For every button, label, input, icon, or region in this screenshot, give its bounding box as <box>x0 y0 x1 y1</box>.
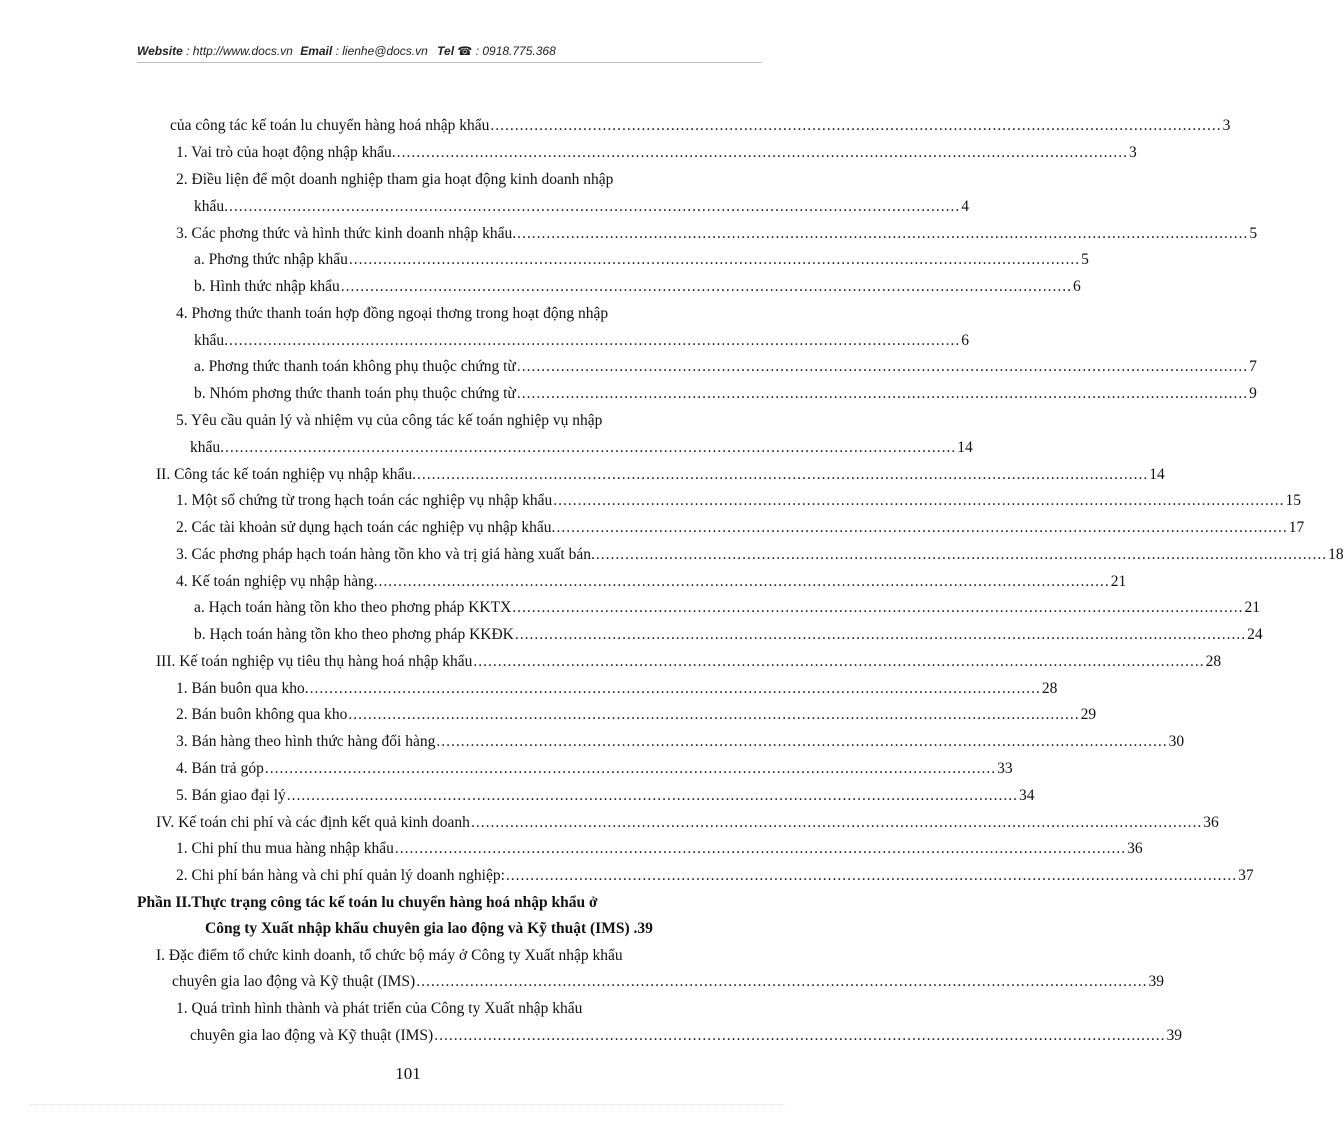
phone-icon: ☎ <box>457 44 473 58</box>
toc-leader: ...................................................................................................................................................... <box>229 332 961 349</box>
toc-entry-text: khẩu. <box>190 439 225 456</box>
toc-entry-text: a. Hạch toán hàng tồn kho theo phơng pháp KKTX <box>194 599 512 616</box>
website-label: Website <box>137 44 183 58</box>
toc-entry <box>156 946 755 966</box>
page-number: 101 <box>395 1064 421 1083</box>
email-value: : lienhe@docs.vn <box>335 44 428 58</box>
toc-leader: ...................................................................................................................................................... <box>595 546 1328 563</box>
toc-leader: ...................................................................................................................................................... <box>416 973 1148 990</box>
toc-entry <box>176 143 1137 163</box>
tel-label: Tel <box>437 44 455 58</box>
toc-entry-page: 30 <box>1168 733 1185 750</box>
toc-entry <box>194 598 1261 618</box>
toc-leader: ...................................................................................................................................................... <box>417 466 1149 483</box>
toc-entry-text: a. Phơng thức thanh toán không phụ thuộc chứng từ <box>194 358 516 375</box>
toc-entry-text: IV. Kế toán chi phí và các định kết quả kinh doanh <box>156 814 470 831</box>
toc-entry <box>194 277 1081 297</box>
toc-entry <box>194 197 970 217</box>
toc-part-heading <box>137 893 755 913</box>
toc-entry-text: Phần II.Thực trạng công tác kế toán lu chuyển hàng hoá nhập khẩu ở <box>137 894 598 911</box>
toc-entry-text: khẩu. <box>194 198 229 215</box>
toc-entry-page: 24 <box>1247 626 1263 643</box>
toc-entry <box>176 732 1185 752</box>
toc-entry-page: 36 <box>1127 840 1143 857</box>
toc-entry-text: b. Hạch toán hàng tồn kho theo phơng pháp KKĐK <box>194 626 514 643</box>
toc-entry-text: I. Đặc điểm tổ chức kinh doanh, tổ chức bộ máy ở Công ty Xuất nhập khẩu <box>156 947 623 964</box>
toc-entry-page: 3 <box>1128 144 1137 161</box>
toc-leader: ...................................................................................................................................................... <box>225 439 957 456</box>
toc-entry-text: của công tác kế toán lu chuyển hàng hoá nhập khẩu <box>170 117 490 134</box>
toc-entry-page: 6 <box>1072 278 1081 295</box>
toc-entry-page: 15 <box>1285 492 1301 509</box>
toc-entry-page: 18 <box>1328 546 1344 563</box>
toc-leader: ...................................................................................................................................................... <box>396 144 1128 161</box>
toc-entry <box>190 1026 1182 1046</box>
toc-leader: ...................................................................................................................................................... <box>348 706 1080 723</box>
toc-entry-page: 5 <box>1249 225 1258 242</box>
toc-entry <box>172 972 1164 992</box>
toc-entry <box>176 786 1035 806</box>
toc-entry <box>194 331 970 351</box>
toc-entry-text: Công ty Xuất nhập khẩu chuyên gia lao động và Kỹ thuật (IMS) . <box>205 920 638 937</box>
toc-entry <box>176 545 1344 565</box>
toc-entry-text: 1. Một số chứng từ trong hạch toán các nghiệp vụ nhập khẩu <box>176 492 553 509</box>
toc-leader: ...................................................................................................................................................... <box>378 573 1110 590</box>
toc-entry-text: 5. Bán giao đại lý <box>176 787 286 804</box>
toc-entry-text: 3. Các phơng thức và hình thức kinh doanh nhập khẩu. <box>176 225 517 242</box>
toc-entry-text: khẩu. <box>194 332 229 349</box>
toc-leader: ...................................................................................................................................................... <box>512 599 1244 616</box>
tel-value: : 0918.775.368 <box>475 44 556 58</box>
toc-entry-text: II. Công tác kế toán nghiệp vụ nhập khẩu. <box>156 466 416 483</box>
toc-entry <box>176 839 1143 859</box>
toc-entry-text: 4. Bán trả góp <box>176 760 264 777</box>
toc-entry-text: 2. Điều liện để một doanh nghiệp tham gia hoạt động kinh doanh nhập <box>176 171 614 188</box>
toc-entry-page: 39 <box>637 920 653 937</box>
toc-entry <box>176 170 755 190</box>
bottom-divider <box>30 1104 786 1105</box>
toc-entry <box>176 705 1097 725</box>
toc-entry-text: III. Kế toán nghiệp vụ tiêu thụ hàng hoá nhập khẩu <box>156 653 473 670</box>
toc-leader: ...................................................................................................................................................... <box>516 358 1249 375</box>
toc-entry <box>176 999 755 1019</box>
toc-part-heading <box>205 919 755 939</box>
toc-entry <box>176 224 1258 244</box>
toc-entry <box>176 679 1058 699</box>
toc-entry-text: chuyên gia lao động và Kỹ thuật (IMS) <box>190 1027 434 1044</box>
toc-entry-page: 29 <box>1080 706 1097 723</box>
toc-entry-text: a. Phơng thức nhập khẩu <box>194 251 348 268</box>
toc-entry-text: 1. Vai trò của hoạt động nhập khẩu. <box>176 144 396 161</box>
toc-leader: ...................................................................................................................................................... <box>473 653 1205 670</box>
toc-entry-page: 39 <box>1148 973 1164 990</box>
toc-entry <box>176 866 1254 886</box>
toc-entry <box>176 759 1013 779</box>
toc-entry-page: 21 <box>1244 599 1261 616</box>
toc-entry-page: 5 <box>1081 251 1089 268</box>
toc-entry-text: 2. Bán buôn không qua kho <box>176 706 348 723</box>
toc-entry <box>176 518 1305 538</box>
toc-entry-page: 33 <box>997 760 1013 777</box>
toc-leader: ...................................................................................................................................................... <box>229 198 961 215</box>
toc-entry <box>194 250 1089 270</box>
email-label: Email <box>300 44 333 58</box>
toc-entry-page: 7 <box>1249 358 1257 375</box>
toc-entry-page: 21 <box>1110 573 1127 590</box>
toc-leader: ...................................................................................................................................................... <box>470 814 1203 831</box>
toc-entry <box>194 384 1257 404</box>
toc-leader: ...................................................................................................................................................... <box>490 117 1222 134</box>
toc-leader: ...................................................................................................................................................... <box>556 519 1288 536</box>
toc-entry-page: 6 <box>961 332 970 349</box>
toc-entry-page: 14 <box>957 439 973 456</box>
toc-entry <box>156 652 1222 672</box>
toc-entry-text: b. Hình thức nhập khẩu <box>194 278 340 295</box>
toc-entry-text: 2. Chi phí bán hàng và chi phí quản lý doanh nghiệp: <box>176 867 505 884</box>
toc-entry <box>194 357 1257 377</box>
toc-leader: ...................................................................................................................................................... <box>394 840 1127 857</box>
website-value: : http://www.docs.vn <box>186 44 293 58</box>
toc-entry <box>176 491 1301 511</box>
toc-entry <box>170 116 1231 136</box>
toc-entry-page: 9 <box>1249 385 1257 402</box>
toc-entry <box>194 625 1263 645</box>
toc-leader: ...................................................................................................................................................... <box>516 385 1249 402</box>
toc-entry-text: 1. Bán buôn qua kho. <box>176 680 309 697</box>
toc-leader: ...................................................................................................................................................... <box>286 787 1019 804</box>
toc-leader: ...................................................................................................................................................... <box>517 225 1249 242</box>
toc-entry-page: 3 <box>1222 117 1231 134</box>
toc-entry <box>156 465 1165 485</box>
toc-entry-page: 36 <box>1203 814 1219 831</box>
toc-entry-text: 4. Phơng thức thanh toán hợp đồng ngoại thơng trong hoạt động nhập <box>176 305 609 322</box>
toc-leader: ...................................................................................................................................................... <box>264 760 997 777</box>
toc-entry-page: 39 <box>1166 1027 1182 1044</box>
toc-leader: ...................................................................................................................................................... <box>553 492 1285 509</box>
toc-entry <box>176 304 755 324</box>
toc-leader: ...................................................................................................................................................... <box>340 278 1072 295</box>
toc-entry-text: 4. Kế toán nghiệp vụ nhập hàng. <box>176 573 378 590</box>
toc-leader: ...................................................................................................................................................... <box>434 1027 1166 1044</box>
toc-entry-text: 5. Yêu cầu quản lý và nhiệm vụ của công tác kế toán nghiệp vụ nhập <box>176 412 603 429</box>
toc-entry-text: 3. Bán hàng theo hình thức hàng đổi hàng <box>176 733 436 750</box>
toc-entry-page: 28 <box>1205 653 1222 670</box>
toc-leader: ...................................................................................................................................................... <box>436 733 1168 750</box>
toc-entry-text: 1. Chi phí thu mua hàng nhập khẩu <box>176 840 394 857</box>
toc-entry-text: 2. Các tài khoản sử dụng hạch toán các nghiệp vụ nhập khẩu. <box>176 519 556 536</box>
toc-entry-text: chuyên gia lao động và Kỹ thuật (IMS) <box>172 973 416 990</box>
toc-entry <box>176 411 755 431</box>
toc-entry <box>190 438 973 458</box>
toc-entry-page: 17 <box>1288 519 1305 536</box>
toc-entry-page: 28 <box>1041 680 1058 697</box>
toc-leader: ...................................................................................................................................................... <box>348 251 1081 268</box>
toc-entry-page: 34 <box>1019 787 1035 804</box>
toc-entry-text: 1. Quá trình hình thành và phát triển của Công ty Xuất nhập khẩu <box>176 1000 583 1017</box>
toc-entry-page: 37 <box>1238 867 1254 884</box>
toc-entry-text: 3. Các phơng pháp hạch toán hàng tồn kho và trị giá hàng xuất bán. <box>176 546 595 563</box>
toc-entry <box>176 572 1127 592</box>
toc-leader: ...................................................................................................................................................... <box>514 626 1247 643</box>
toc-entry-page: 4 <box>961 198 970 215</box>
toc-entry <box>156 813 1219 833</box>
toc-entry-text: b. Nhóm phơng thức thanh toán phụ thuộc chứng từ <box>194 385 516 402</box>
toc-leader: ...................................................................................................................................................... <box>505 867 1238 884</box>
toc-entry-page: 14 <box>1149 466 1165 483</box>
toc-leader: ...................................................................................................................................................... <box>309 680 1041 697</box>
